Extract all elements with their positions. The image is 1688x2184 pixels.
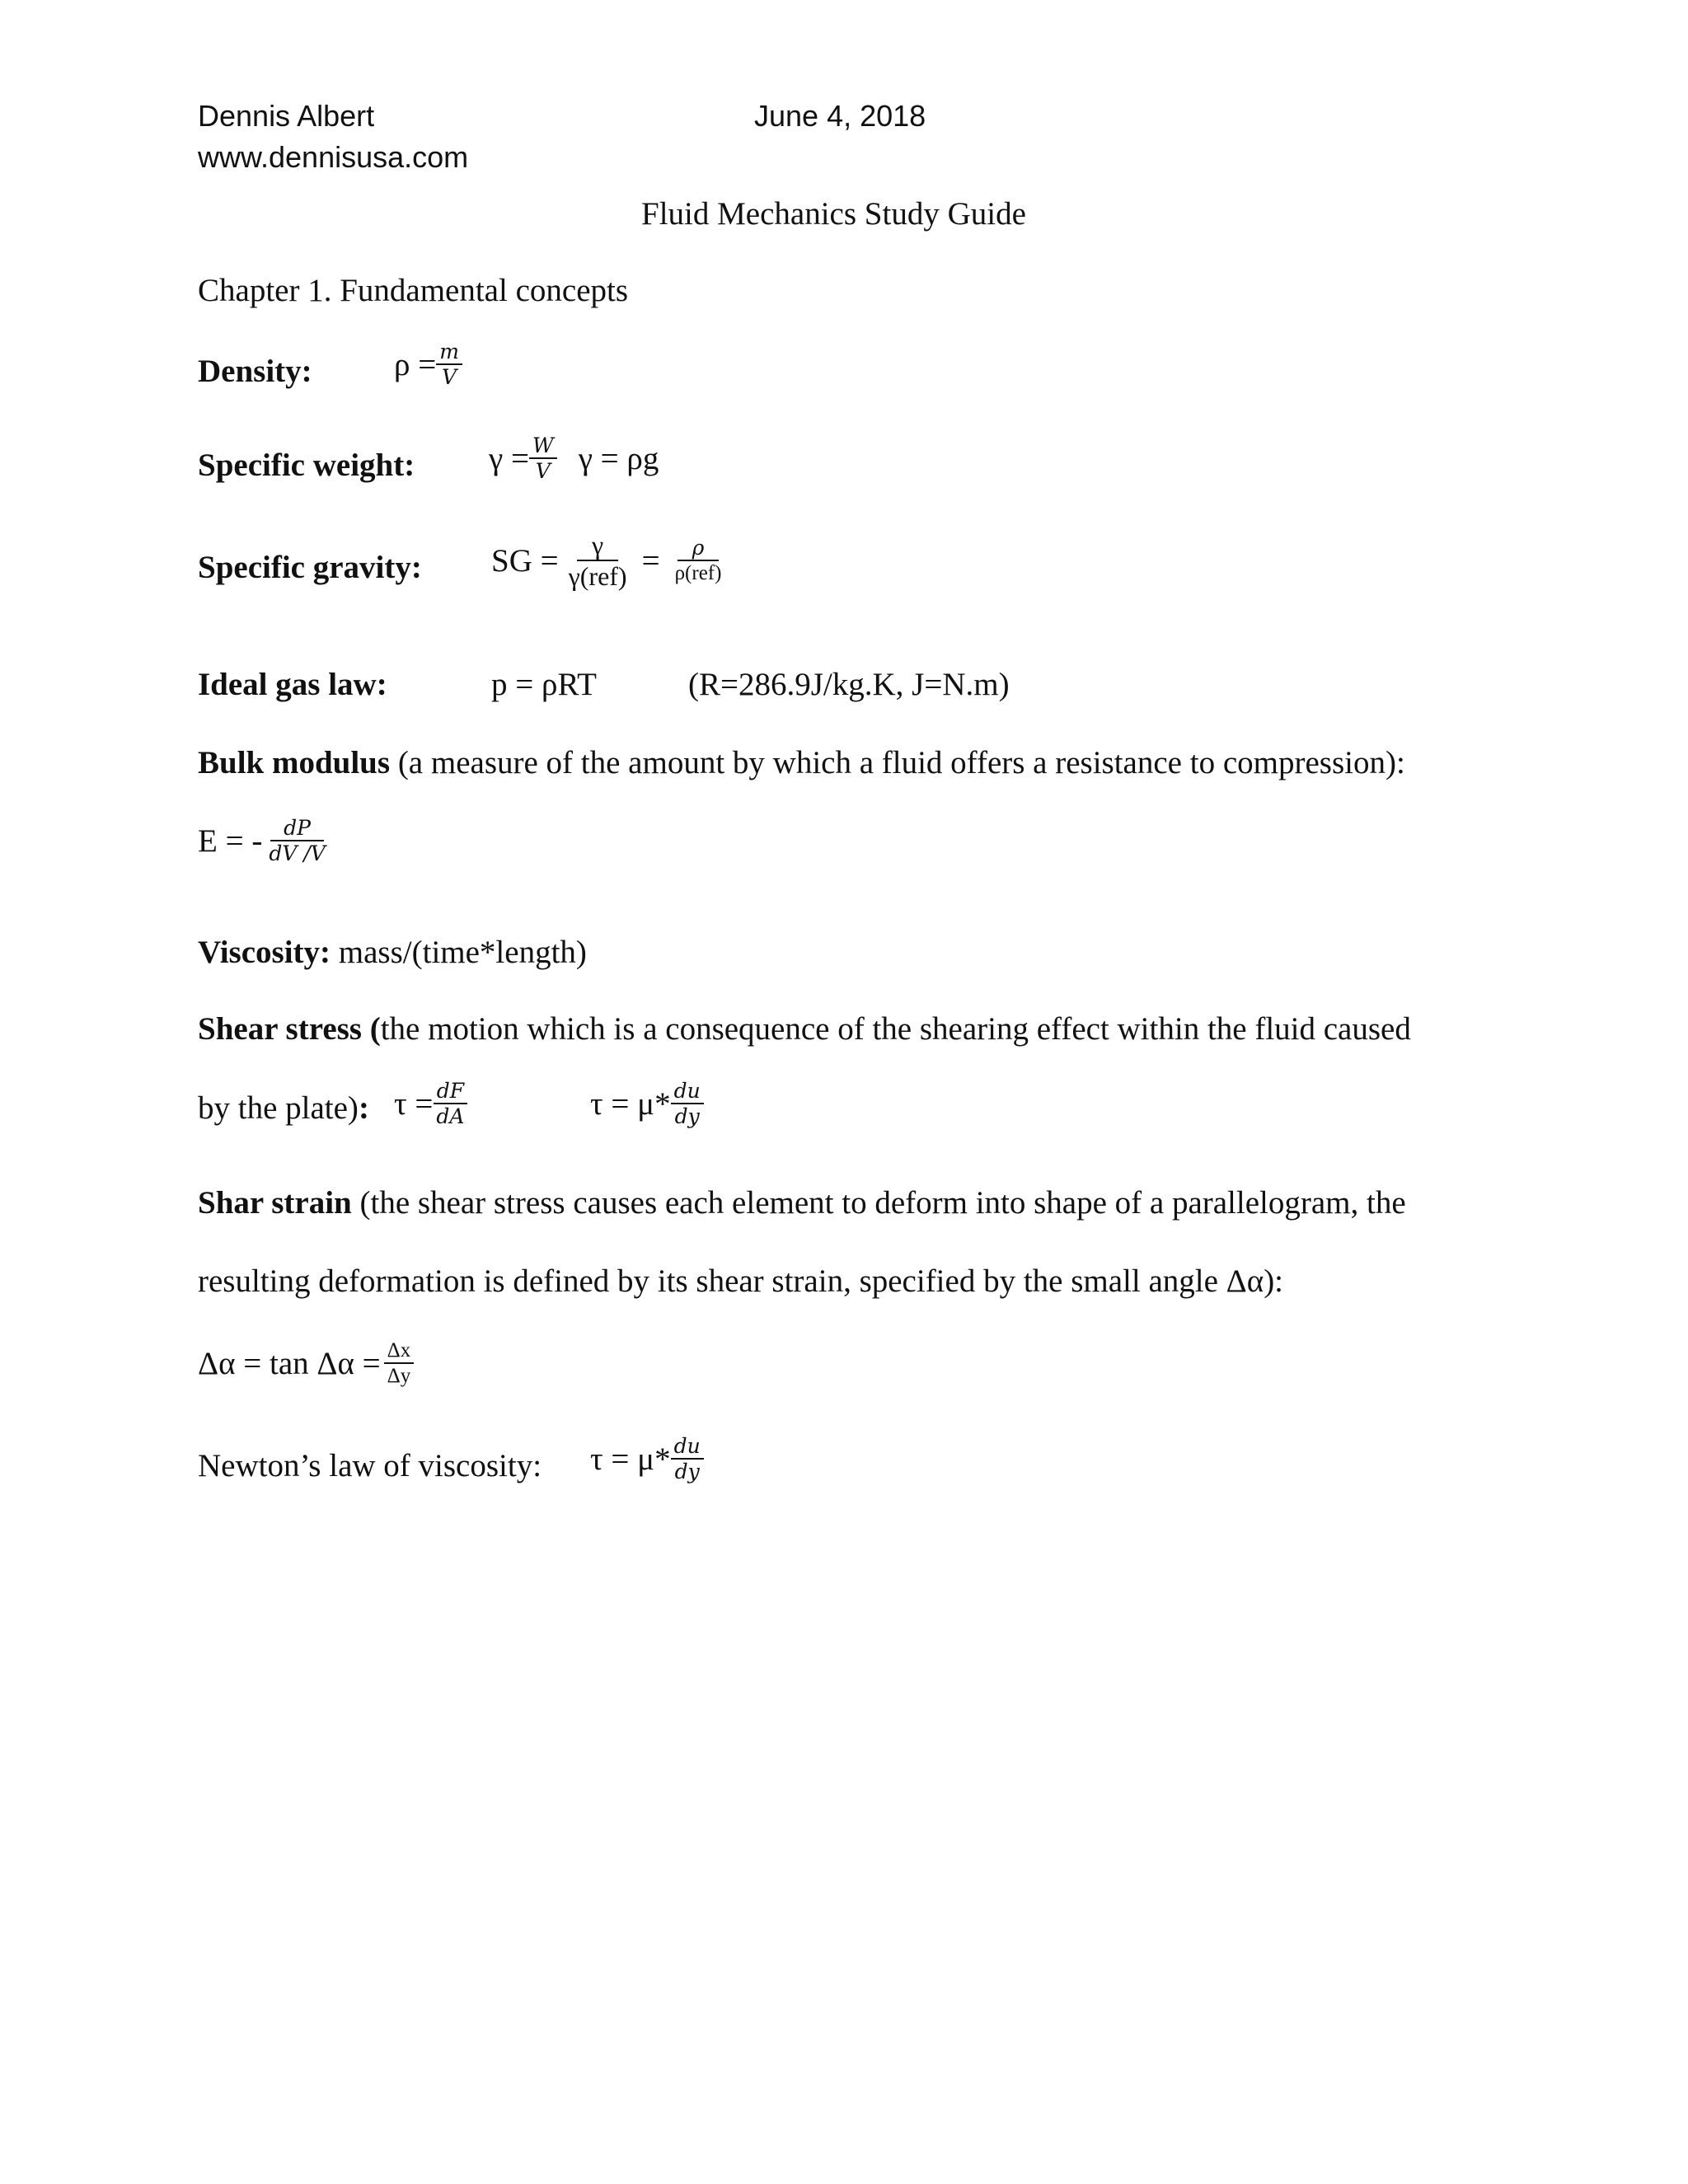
specific-gravity-formula: [491, 530, 724, 591]
shear-stress-fraction-1: [433, 1079, 467, 1128]
density-lhs: ρ =: [394, 346, 437, 382]
specific-gravity-fraction-1: [565, 530, 631, 591]
shear-stress-numerator-1: dF: [434, 1079, 467, 1104]
shear-stress-description-2: by the plate): [198, 1090, 359, 1126]
shear-stress-line-2: [198, 1090, 369, 1127]
bulk-modulus-description: (a measure of the amount by which a fluid offers a resistance to compression):: [390, 745, 1405, 780]
shear-stress-lhs-2: τ = μ*: [590, 1085, 671, 1122]
shear-strain-line-1: [198, 1184, 1406, 1221]
specific-gravity-denominator-2: ρ(ref): [674, 562, 722, 584]
bulk-modulus-line: [198, 744, 1405, 781]
ideal-gas-formula: p = ρRT: [491, 667, 597, 702]
newton-law-denominator: dy: [674, 1460, 700, 1483]
bulk-modulus-denominator: dV /V: [269, 841, 326, 865]
author-website: www.dennisusa.com: [198, 140, 469, 174]
shear-stress-colon: :: [358, 1090, 369, 1126]
shear-stress-denominator-2: dy: [674, 1104, 700, 1128]
newton-law-lhs: τ = μ*: [590, 1441, 671, 1477]
shear-strain-line-2: resulting deformation is defined by its shear strain, specified by the small angle Δα):: [198, 1263, 1284, 1299]
density-formula: [394, 340, 462, 389]
specific-gravity-numerator-2: ρ: [678, 536, 720, 561]
shear-stress-fraction-2: [671, 1079, 704, 1128]
shear-stress-formula-2: [590, 1079, 704, 1128]
document-date: June 4, 2018: [754, 99, 926, 133]
specific-gravity-label: Specific gravity:: [198, 550, 422, 585]
ideal-gas-note: (R=286.9J/kg.K, J=N.m): [688, 667, 1010, 702]
bulk-modulus-label: Bulk modulus: [198, 745, 391, 780]
shear-strain-description-1: (the shear stress causes each element to deform into shape of a parallelogram, the: [351, 1185, 1406, 1221]
specific-gravity-equals: =: [641, 542, 660, 579]
specific-gravity-lhs: SG =: [491, 542, 559, 579]
document-title: Fluid Mechanics Study Guide: [641, 196, 1026, 232]
shear-stress-line-1: [198, 1010, 1411, 1047]
shear-strain-denominator: Δy: [387, 1365, 411, 1387]
specific-gravity-numerator-1: γ: [577, 530, 618, 561]
specific-weight-label: Specific weight:: [198, 448, 415, 483]
density-label: Density:: [198, 354, 312, 389]
density-fraction: [436, 340, 462, 389]
viscosity-line: [198, 934, 587, 971]
ideal-gas-label: Ideal gas law:: [198, 667, 387, 702]
bulk-modulus-formula: [198, 816, 329, 865]
shear-stress-label: Shear stress (: [198, 1011, 381, 1047]
specific-gravity-denominator-1: γ(ref): [568, 561, 627, 591]
specific-weight-formula: [489, 434, 659, 483]
specific-weight-denominator: V: [535, 459, 551, 483]
bulk-modulus-fraction: [265, 816, 328, 865]
author-name: Dennis Albert: [198, 99, 375, 133]
shear-strain-lhs: Δα = tan Δα =: [198, 1345, 381, 1381]
shear-stress-description-1: the motion which is a consequence of the shearing effect within the fluid caused: [380, 1011, 1411, 1047]
shear-strain-numerator: Δx: [384, 1338, 415, 1364]
shear-strain-fraction: [384, 1338, 415, 1388]
newton-law-label: Newton’s law of viscosity:: [198, 1448, 542, 1483]
newton-law-fraction: [671, 1434, 704, 1483]
shear-stress-lhs-1: τ =: [394, 1085, 434, 1122]
specific-weight-lhs: γ =: [489, 440, 529, 476]
newton-law-numerator: du: [671, 1434, 704, 1460]
specific-weight-second: γ = ρg: [578, 440, 659, 476]
viscosity-description: mass/(time*length): [331, 935, 587, 970]
density-numerator: m: [436, 340, 462, 365]
newton-law-formula: [590, 1434, 704, 1483]
shear-stress-denominator-1: dA: [436, 1104, 465, 1128]
bulk-modulus-lhs: E = -: [198, 823, 263, 859]
shear-strain-formula: [198, 1338, 414, 1388]
shear-strain-label: Shar strain: [198, 1185, 352, 1221]
bulk-modulus-numerator: dP: [270, 816, 324, 841]
shear-stress-formula-1: [394, 1079, 467, 1128]
viscosity-label: Viscosity:: [198, 935, 331, 970]
specific-weight-numerator: W: [529, 434, 557, 459]
density-denominator: V: [442, 365, 457, 389]
specific-gravity-fraction-2: [672, 536, 725, 585]
chapter-heading: Chapter 1. Fundamental concepts: [198, 273, 629, 308]
specific-weight-fraction: [529, 434, 557, 483]
shear-stress-numerator-2: du: [671, 1079, 704, 1104]
